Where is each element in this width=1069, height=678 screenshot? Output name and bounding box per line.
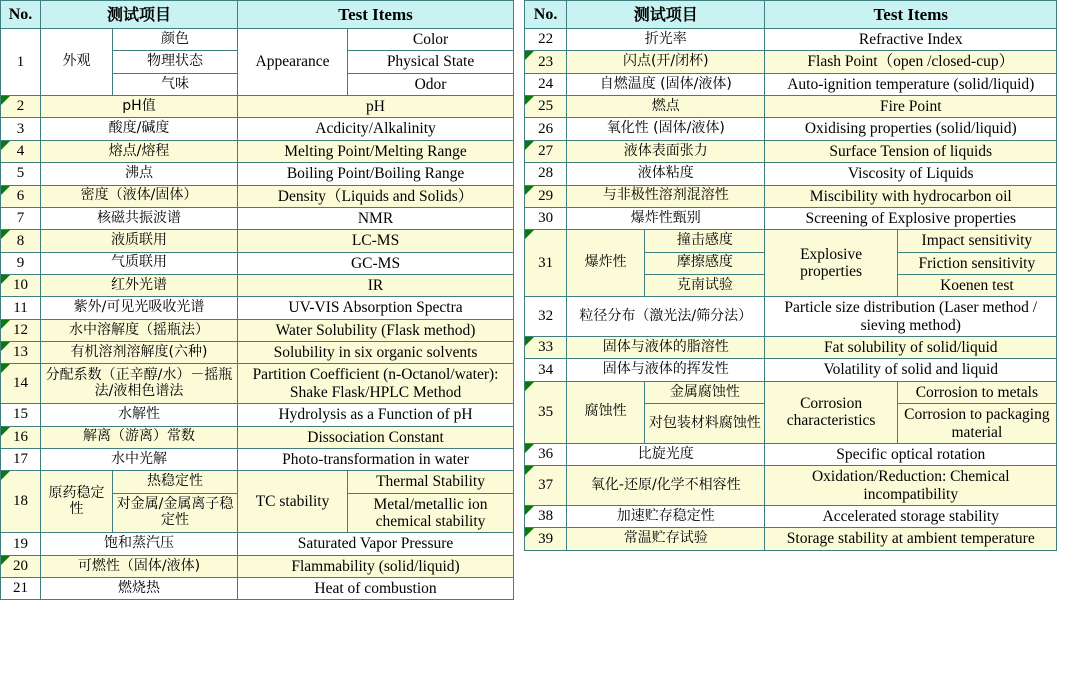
item-subname-cn: 摩擦感度: [645, 252, 765, 274]
table-row: [1, 471, 514, 493]
item-name-cn: 折光率: [567, 29, 765, 51]
table-row: [525, 185, 1057, 207]
item-name-cn: 固体与液体的脂溶性: [567, 337, 765, 359]
table-row: [1, 274, 514, 296]
item-subname-cn: 颜色: [113, 29, 238, 51]
row-number: 29: [525, 185, 567, 207]
item-name-cn-group: 爆炸性: [567, 230, 645, 297]
row-number: 1: [1, 29, 41, 96]
col-header-no: No.: [1, 1, 41, 29]
table-row: [525, 466, 1057, 506]
table-row: [1, 297, 514, 319]
test-items-table-right: [524, 0, 1057, 551]
row-number: 18: [1, 471, 41, 533]
item-name-en: Melting Point/Melting Range: [238, 140, 514, 162]
col-header-cn: 测试项目: [41, 1, 238, 29]
item-name-en: Heat of combustion: [238, 578, 514, 600]
item-name-cn-group: 外观: [41, 29, 113, 96]
table-row: [525, 51, 1057, 73]
table-row: [1, 252, 514, 274]
row-number: 13: [1, 342, 41, 364]
item-subname-cn: 对金属/金属离子稳定性: [113, 493, 238, 533]
table-row: [1, 426, 514, 448]
item-name-cn: 红外光谱: [41, 274, 238, 296]
row-number: 11: [1, 297, 41, 319]
row-number: 28: [525, 163, 567, 185]
row-number: 19: [1, 533, 41, 555]
item-name-cn: 爆炸性甄别: [567, 207, 765, 229]
item-name-cn: 可燃性（固体/液体): [41, 555, 238, 577]
col-header-en: Test Items: [765, 1, 1057, 29]
item-name-cn: 粒径分布（激光法/筛分法）: [567, 297, 765, 337]
left-table-wrapper: [0, 0, 514, 678]
item-subname-cn: 气味: [113, 73, 238, 95]
item-name-en: Dissociation Constant: [238, 426, 514, 448]
row-number: 8: [1, 230, 41, 252]
item-name-cn: 沸点: [41, 163, 238, 185]
item-name-en: Miscibility with hydrocarbon oil: [765, 185, 1057, 207]
item-name-en: Partition Coefficient (n-Octanol/water): Shake Flask/HPLC Method: [238, 364, 514, 404]
item-name-cn: 水中溶解度（摇瓶法）: [41, 319, 238, 341]
row-number: 23: [525, 51, 567, 73]
item-name-en-group: Corrosion characteristics: [765, 381, 897, 443]
item-name-en: Specific optical rotation: [765, 443, 1057, 465]
table-row: [1, 185, 514, 207]
row-number: 26: [525, 118, 567, 140]
item-subname-en: Koenen test: [897, 274, 1056, 296]
row-number: 34: [525, 359, 567, 381]
row-number: 25: [525, 96, 567, 118]
item-name-cn-group: 原药稳定性: [41, 471, 113, 533]
table-row: [525, 118, 1057, 140]
table-row: [525, 140, 1057, 162]
item-name-en: Refractive Index: [765, 29, 1057, 51]
row-number: 38: [525, 505, 567, 527]
item-name-cn: 氧化-还原/化学不相容性: [567, 466, 765, 506]
header-row: [1, 1, 514, 29]
item-name-cn: 加速贮存稳定性: [567, 505, 765, 527]
item-name-en: Flammability (solid/liquid): [238, 555, 514, 577]
table-header-left: [1, 1, 514, 29]
item-name-cn: 密度（液体/固体）: [41, 185, 238, 207]
row-number: 36: [525, 443, 567, 465]
item-name-en: Water Solubility (Flask method): [238, 319, 514, 341]
item-subname-en: Odor: [348, 73, 514, 95]
item-name-en-group: Explosive properties: [765, 230, 897, 297]
test-items-table-left: [0, 0, 514, 600]
item-name-en: Viscosity of Liquids: [765, 163, 1057, 185]
right-table-wrapper: [524, 0, 1057, 678]
item-name-en: Accelerated storage stability: [765, 505, 1057, 527]
table-row: [525, 207, 1057, 229]
item-name-en: IR: [238, 274, 514, 296]
item-name-en: Acdicity/Alkalinity: [238, 118, 514, 140]
row-number: 24: [525, 73, 567, 95]
row-number: 35: [525, 381, 567, 443]
table-row: [1, 533, 514, 555]
row-number: 4: [1, 140, 41, 162]
item-name-cn: 燃点: [567, 96, 765, 118]
table-row: [525, 359, 1057, 381]
item-name-cn: 自燃温度 (固体/液体): [567, 73, 765, 95]
item-subname-en: Corrosion to packaging material: [897, 404, 1056, 444]
row-number: 21: [1, 578, 41, 600]
table-body-left: [1, 29, 514, 600]
item-name-cn: 液体粘度: [567, 163, 765, 185]
row-number: 6: [1, 185, 41, 207]
row-number: 17: [1, 448, 41, 470]
item-name-cn: 固体与液体的挥发性: [567, 359, 765, 381]
row-number: 5: [1, 163, 41, 185]
item-name-cn: 液质联用: [41, 230, 238, 252]
item-name-en: GC-MS: [238, 252, 514, 274]
item-name-en: pH: [238, 96, 514, 118]
header-row: [525, 1, 1057, 29]
item-name-cn: 闪点(开/闭杯): [567, 51, 765, 73]
table-row: [1, 163, 514, 185]
item-subname-cn: 金属腐蚀性: [645, 381, 765, 403]
item-name-cn: 紫外/可见光吸收光谱: [41, 297, 238, 319]
item-name-cn: 比旋光度: [567, 443, 765, 465]
item-name-cn: 燃烧热: [41, 578, 238, 600]
col-header-no: No.: [525, 1, 567, 29]
row-number: 32: [525, 297, 567, 337]
row-number: 9: [1, 252, 41, 274]
item-subname-en: Metal/metallic ion chemical stability: [348, 493, 514, 533]
row-number: 33: [525, 337, 567, 359]
col-header-cn: 测试项目: [567, 1, 765, 29]
table-row: [1, 404, 514, 426]
row-number: 15: [1, 404, 41, 426]
item-subname-en: Physical State: [348, 51, 514, 73]
item-name-cn: 分配系数（正辛醇/水）－摇瓶法/液相色谱法: [41, 364, 238, 404]
table-row: [1, 207, 514, 229]
table-row: [525, 230, 1057, 252]
item-subname-cn: 克南试验: [645, 274, 765, 296]
item-name-en: Fat solubility of solid/liquid: [765, 337, 1057, 359]
table-row: [525, 443, 1057, 465]
table-row: [525, 29, 1057, 51]
item-name-cn: 有机溶剂溶解度(六种): [41, 342, 238, 364]
table-row: [525, 163, 1057, 185]
table-body-right: [525, 29, 1057, 551]
table-row: [525, 505, 1057, 527]
table-row: [1, 319, 514, 341]
item-name-cn: pH值: [41, 96, 238, 118]
item-name-en: Storage stability at ambient temperature: [765, 528, 1057, 550]
table-row: [525, 297, 1057, 337]
table-row: [1, 29, 514, 51]
item-name-cn: 解离（游离）常数: [41, 426, 238, 448]
row-number: 30: [525, 207, 567, 229]
table-row: [1, 578, 514, 600]
row-number: 22: [525, 29, 567, 51]
table-row: [525, 96, 1057, 118]
item-name-en: Volatility of solid and liquid: [765, 359, 1057, 381]
row-number: 12: [1, 319, 41, 341]
table-row: [525, 528, 1057, 550]
item-name-en: Saturated Vapor Pressure: [238, 533, 514, 555]
row-number: 2: [1, 96, 41, 118]
row-number: 39: [525, 528, 567, 550]
item-subname-cn: 撞击感度: [645, 230, 765, 252]
table-row: [1, 140, 514, 162]
item-subname-en: Corrosion to metals: [897, 381, 1056, 403]
table-row: [525, 337, 1057, 359]
row-number: 3: [1, 118, 41, 140]
item-name-en: Oxidation/Reduction: Chemical incompatibility: [765, 466, 1057, 506]
item-subname-cn: 物理状态: [113, 51, 238, 73]
table-row: [525, 381, 1057, 403]
item-name-en: Fire Point: [765, 96, 1057, 118]
item-name-cn: 水解性: [41, 404, 238, 426]
table-row: [1, 342, 514, 364]
item-name-en: Surface Tension of liquids: [765, 140, 1057, 162]
item-name-en: Flash Point（open /closed-cup）: [765, 51, 1057, 73]
item-subname-en: Thermal Stability: [348, 471, 514, 493]
item-name-en: Photo-transformation in water: [238, 448, 514, 470]
item-name-en: UV-VIS Absorption Spectra: [238, 297, 514, 319]
item-name-en: Hydrolysis as a Function of pH: [238, 404, 514, 426]
item-name-en: Particle size distribution (Laser method / sieving method): [765, 297, 1057, 337]
item-name-cn: 与非极性溶剂混溶性: [567, 185, 765, 207]
item-name-cn: 气质联用: [41, 252, 238, 274]
item-name-cn: 水中光解: [41, 448, 238, 470]
item-name-cn: 核磁共振波谱: [41, 207, 238, 229]
row-number: 31: [525, 230, 567, 297]
table-row: [1, 118, 514, 140]
item-subname-cn: 热稳定性: [113, 471, 238, 493]
item-name-en: LC-MS: [238, 230, 514, 252]
table-row: [1, 96, 514, 118]
row-number: 10: [1, 274, 41, 296]
item-name-en: Boiling Point/Boiling Range: [238, 163, 514, 185]
item-subname-en: Impact sensitivity: [897, 230, 1056, 252]
row-number: 27: [525, 140, 567, 162]
col-header-en: Test Items: [238, 1, 514, 29]
item-name-en: Auto-ignition temperature (solid/liquid): [765, 73, 1057, 95]
item-name-cn: 常温贮存试验: [567, 528, 765, 550]
table-row: [1, 555, 514, 577]
item-name-en: Solubility in six organic solvents: [238, 342, 514, 364]
item-subname-en: Friction sensitivity: [897, 252, 1056, 274]
row-number: 37: [525, 466, 567, 506]
item-name-cn: 熔点/熔程: [41, 140, 238, 162]
item-name-en: Oxidising properties (solid/liquid): [765, 118, 1057, 140]
row-number: 14: [1, 364, 41, 404]
item-name-en-group: Appearance: [238, 29, 348, 96]
item-name-cn: 酸度/碱度: [41, 118, 238, 140]
table-row: [1, 364, 514, 404]
item-name-en: NMR: [238, 207, 514, 229]
item-name-cn: 氧化性 (固体/液体): [567, 118, 765, 140]
item-name-cn-group: 腐蚀性: [567, 381, 645, 443]
table-header-right: [525, 1, 1057, 29]
item-subname-cn: 对包装材料腐蚀性: [645, 404, 765, 444]
item-name-en: Density（Liquids and Solids）: [238, 185, 514, 207]
row-number: 20: [1, 555, 41, 577]
item-name-cn: 饱和蒸汽压: [41, 533, 238, 555]
item-name-en: Screening of Explosive properties: [765, 207, 1057, 229]
table-row: [1, 448, 514, 470]
row-number: 16: [1, 426, 41, 448]
item-subname-en: Color: [348, 29, 514, 51]
table-row: [1, 230, 514, 252]
table-row: [525, 73, 1057, 95]
item-name-cn: 液体表面张力: [567, 140, 765, 162]
row-number: 7: [1, 207, 41, 229]
item-name-en-group: TC stability: [238, 471, 348, 533]
